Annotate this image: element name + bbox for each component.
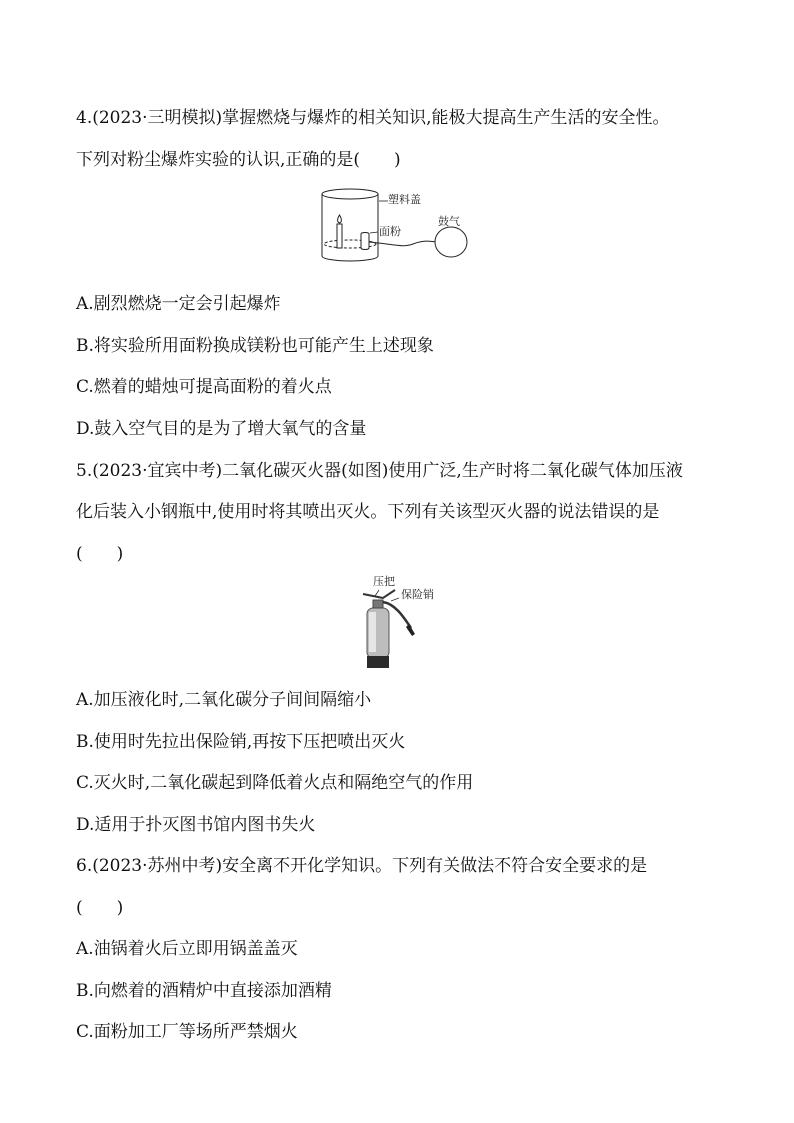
dust-explosion-figure <box>318 184 478 270</box>
label-safety-pin: 保险销 <box>401 588 434 601</box>
question-6-option-b: B.向燃着的酒精炉中直接添加酒精 <box>76 981 332 1001</box>
question-4-option-c: C.燃着的蜡烛可提高面粉的着火点 <box>76 377 332 397</box>
question-4-stem-line-2: 下列对粉尘爆炸实验的认识,正确的是( ) <box>76 150 401 170</box>
question-5-option-b: B.使用时先拉出保险销,再按下压把喷出灭火 <box>76 732 406 752</box>
question-4-stem-line-1: 4.(2023·三明模拟)掌握燃烧与爆炸的相关知识,能极大提高生产生活的安全性。 <box>76 108 670 128</box>
question-5-option-d: D.适用于扑灭图书馆内图书失火 <box>76 815 316 835</box>
air-tube-icon <box>369 241 436 246</box>
question-5-option-c: C.灭火时,二氧化碳起到降低着火点和隔绝空气的作用 <box>76 773 474 793</box>
fire-extinguisher-figure <box>355 572 445 672</box>
question-5-option-a: A.加压液化时,二氧化碳分子间间隔缩小 <box>76 690 372 710</box>
air-bulb-icon <box>435 227 467 257</box>
question-4-option-a: A.剧烈燃烧一定会引起爆炸 <box>76 294 281 314</box>
question-4-option-d: D.鼓入空气目的是为了增大氧气的含量 <box>76 419 367 439</box>
question-6-stem-line-1: 6.(2023·苏州中考)安全离不开化学知识。下列有关做法不符合安全要求的是 <box>76 856 648 876</box>
label-flour: 面粉 <box>379 225 401 238</box>
label-blow-air: 鼓气 <box>438 215 460 228</box>
flour-container-icon <box>361 233 369 250</box>
question-6-option-a: A.油锅着火后立即用锅盖盖灭 <box>76 939 298 959</box>
question-5-stem-line-2: 化后装入小钢瓶中,使用时将其喷出灭火。下列有关该型灭火器的说法错误的是 <box>76 502 660 522</box>
question-5-stem-line-1: 5.(2023·宜宾中考)二氧化碳灭火器(如图)使用广泛,生产时将二氧化碳气体加压液 <box>76 461 683 481</box>
question-6-stem-line-2: ( ) <box>76 898 124 918</box>
plastic-jar-icon <box>322 189 378 261</box>
label-handle: 压把 <box>373 575 395 588</box>
question-5-stem-line-3: ( ) <box>76 544 124 564</box>
question-6-option-c: C.面粉加工厂等场所严禁烟火 <box>76 1022 298 1042</box>
fire-extinguisher-icon <box>363 590 415 668</box>
label-plastic-lid: 塑料盖 <box>388 193 421 206</box>
question-4-option-b: B.将实验所用面粉换成镁粉也可能产生上述现象 <box>76 336 434 356</box>
candle-icon <box>337 215 342 248</box>
